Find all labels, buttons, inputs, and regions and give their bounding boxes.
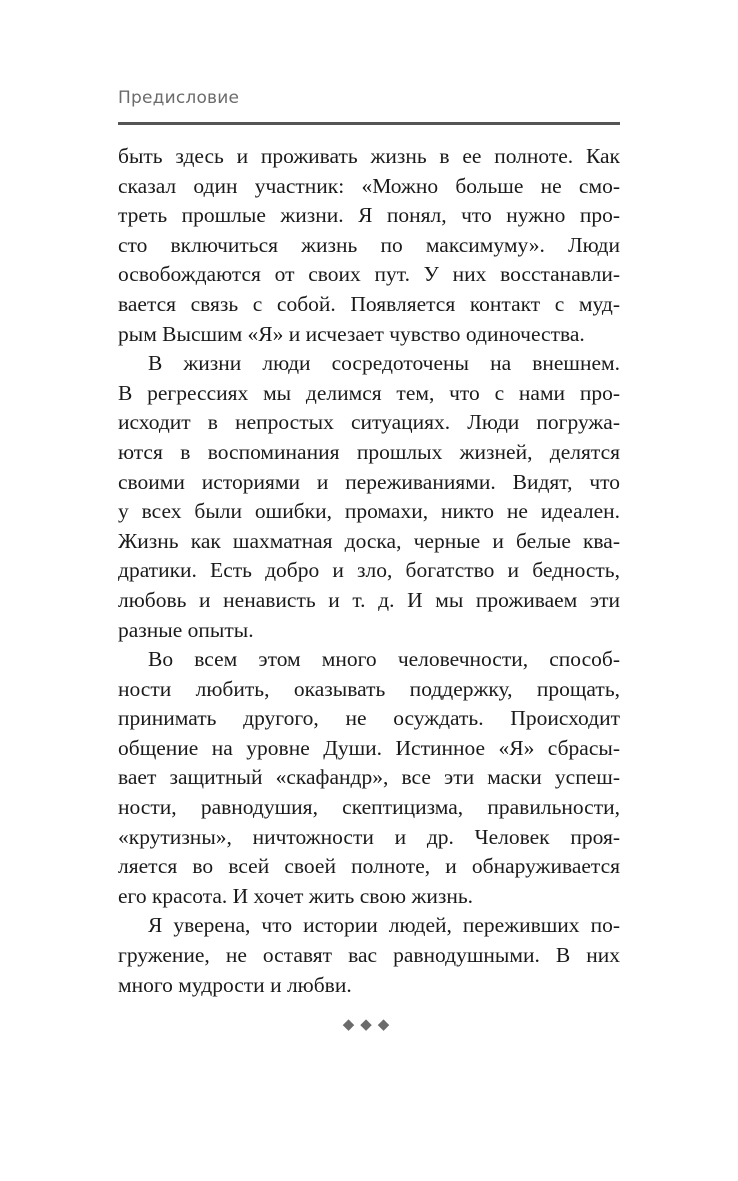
text-line: сто включиться жизнь по максимуму». Люди xyxy=(118,232,620,257)
text-line: ности любить, оказывать поддержку, прощать, xyxy=(118,676,620,701)
text-line: быть здесь и проживать жизнь в ее полноте. Как xyxy=(118,144,620,168)
text-line: «крутизны», ничтожности и др. Человек проя- xyxy=(118,824,620,849)
text-line: ются в воспоминания прошлых жизней, делятся xyxy=(118,439,620,464)
text-line: дратики. Есть добро и зло, богатство и бедность, xyxy=(118,558,620,583)
text-line: разные опыты. xyxy=(118,617,254,642)
text-line: вает защитный «скафандр», все эти маски успеш- xyxy=(118,765,620,790)
text-line: рым Высшим «Я» и исчезает чувство одиночества. xyxy=(118,321,585,346)
text-line: В регрессиях мы делимся тем, что с нами про- xyxy=(118,380,620,405)
text-line: сказал один участник: «Можно больше не смо- xyxy=(118,173,620,198)
body-text xyxy=(118,142,620,1000)
text-line: принимать другого, не осуждать. Происходит xyxy=(118,706,620,731)
text-line: ляется во всей своей полноте, и обнаруживается xyxy=(118,854,620,879)
text-line: Жизнь как шахматная доска, черные и белые ква- xyxy=(118,528,620,553)
text-line: общение на уровне Души. Истинное «Я» сбрасы- xyxy=(118,735,620,760)
text-line: гружение, не оставят вас равнодушными. В них xyxy=(118,943,620,968)
text-line: Я уверена, что истории людей, переживших по- xyxy=(148,913,620,938)
text-line: любовь и ненависть и т. д. И мы проживаем эти xyxy=(118,587,620,612)
text-line: освобождаются от своих пут. У них восстанавли- xyxy=(118,262,620,287)
text-line: исходит в непростых ситуациях. Люди погружа- xyxy=(118,410,620,435)
header-rule xyxy=(118,122,620,125)
text-line: треть прошлые жизни. Я понял, что нужно про- xyxy=(118,203,620,228)
text-line: его красота. И хочет жить свою жизнь. xyxy=(118,883,474,908)
text-line: В жизни люди сосредоточены на внешнем. xyxy=(148,351,620,376)
text-line: вается связь с собой. Появляется контакт с муд- xyxy=(118,291,620,316)
section-ornament: ◆◆◆ xyxy=(342,1015,396,1033)
running-head: Предисловие xyxy=(118,88,240,108)
text-line: у всех были ошибки, промахи, никто не идеален. xyxy=(118,499,620,524)
text-line: ности, равнодушия, скептицизма, правильности, xyxy=(118,795,620,820)
text-line: Во всем этом много человечности, способ- xyxy=(148,647,620,672)
text-line: своими историями и переживаниями. Видят, что xyxy=(118,469,620,494)
text-line: много мудрости и любви. xyxy=(118,972,352,997)
